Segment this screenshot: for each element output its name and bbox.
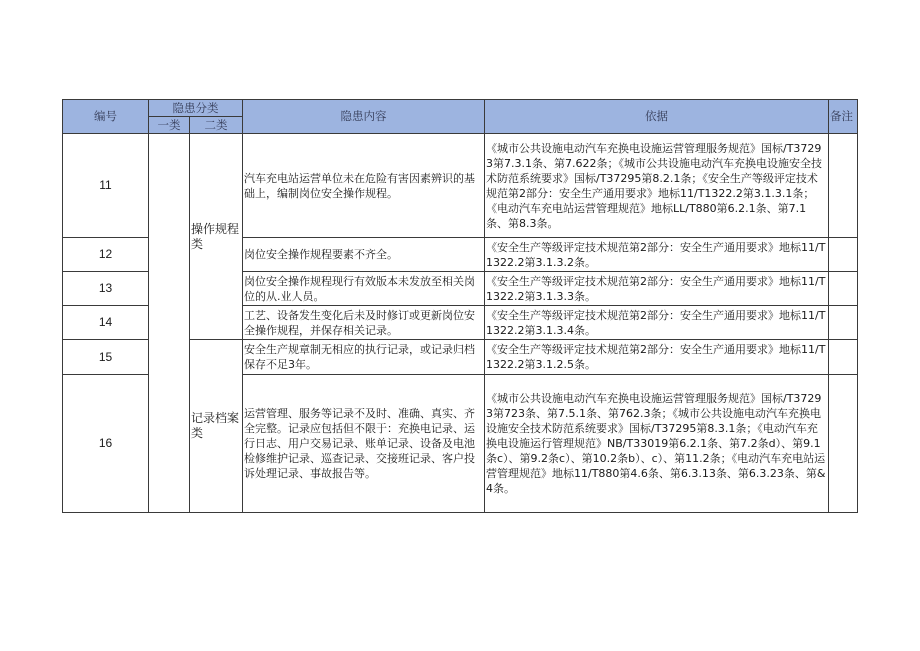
table-row <box>63 134 858 238</box>
header-no: 编号 <box>63 100 149 134</box>
remarks-cell <box>829 306 858 340</box>
basis-text: 《安全生产等级评定技术规范第2部分：安全生产通用要求》地标11/T1322.2第3.1.3.2条。 <box>485 238 829 272</box>
remarks-cell <box>829 375 858 513</box>
basis-text: 《安全生产等级评定技术规范第2部分：安全生产通用要求》地标11/T1322.2第3.1.3.3条。 <box>485 272 829 306</box>
header-category: 隐患分类 <box>149 100 243 117</box>
basis-text: 《城市公共设施电动汽车充换电设施运营管理服务规范》国标/T37293第723条、第7.5.1条、第762.3条；《城市公共设施电动汽车充换电设施安全技术防范系统要求》国标/T37295第8.3.1条；《电动汽车充换电设施运行管理规范》NB/T33019第6.2.1条、第7.2条d）、第9.1条c）、第9.2条c）、第10.2条b）、c）、第11.2条；《电动汽车充电站运营管理规范》地标11/T880第4.6条、第6.3.13条、第6.3.23条、第&4条。 <box>485 375 829 513</box>
cat1-cell <box>149 134 190 513</box>
hazard-table <box>62 99 858 513</box>
basis-text: 《安全生产等级评定技术规范第2部分：安全生产通用要求》地标11/T1322.2第3.1.3.4条。 <box>485 306 829 340</box>
header-cat1: 一类 <box>149 117 190 134</box>
basis-text: 《安全生产等级评定技术规范第2部分：安全生产通用要求》地标11/T1322.2第3.1.2.5条。 <box>485 340 829 375</box>
row-number: 16 <box>63 375 149 513</box>
remarks-cell <box>829 272 858 306</box>
header-cat2: 二类 <box>190 117 243 134</box>
header-content: 隐患内容 <box>243 100 485 134</box>
category-records: 记录档案类 <box>190 340 243 513</box>
row-number: 11 <box>63 134 149 238</box>
hazard-content: 安全生产规章制无相应的执行记录，或记录归档保存不足3年。 <box>243 340 485 375</box>
hazard-content: 汽车充电站运营单位未在危险有害因素辨识的基础上，编制岗位安全操作规程。 <box>243 134 485 238</box>
remarks-cell <box>829 238 858 272</box>
hazard-content: 岗位安全操作规程现行有效版本未发放至相关岗位的从.业人员。 <box>243 272 485 306</box>
category-operation: 操作规程类 <box>190 134 243 340</box>
hazard-content: 岗位安全操作规程要素不齐全。 <box>243 238 485 272</box>
row-number: 12 <box>63 238 149 272</box>
hazard-content: 工艺、设备发生变化后未及时修订或更新岗位安全操作规程，并保存相关记录。 <box>243 306 485 340</box>
basis-text: 《城市公共设施电动汽车充换电设施运营管理服务规范》国标/T37293第7.3.1条、第7.622条；《城市公共设施电动汽车充换电设施安全技术防范系统要求》国标/T37295第8.2.1条；《安全生产等级评定技术规范第2部分：安全生产通用要求》地标11/T1322.2第3.1.3.1条；《电动汽车充电站运营管理规范》地标LL/T880第6.2.1条、第7.1条、第8.3条。 <box>485 134 829 238</box>
row-number: 13 <box>63 272 149 306</box>
row-number: 14 <box>63 306 149 340</box>
remarks-cell <box>829 340 858 375</box>
hazard-content: 运营管理、服务等记录不及时、准确、真实、齐全完整。记录应包括但不限于：充换电记录、运行日志、用户交易记录、账单记录、设备及电池检修维护记录、巡查记录、交接班记录、客户投诉处理记录、事故报告等。 <box>243 375 485 513</box>
header-remarks: 备注 <box>829 100 858 134</box>
header-basis: 依据 <box>485 100 829 134</box>
row-number: 15 <box>63 340 149 375</box>
remarks-cell <box>829 134 858 238</box>
